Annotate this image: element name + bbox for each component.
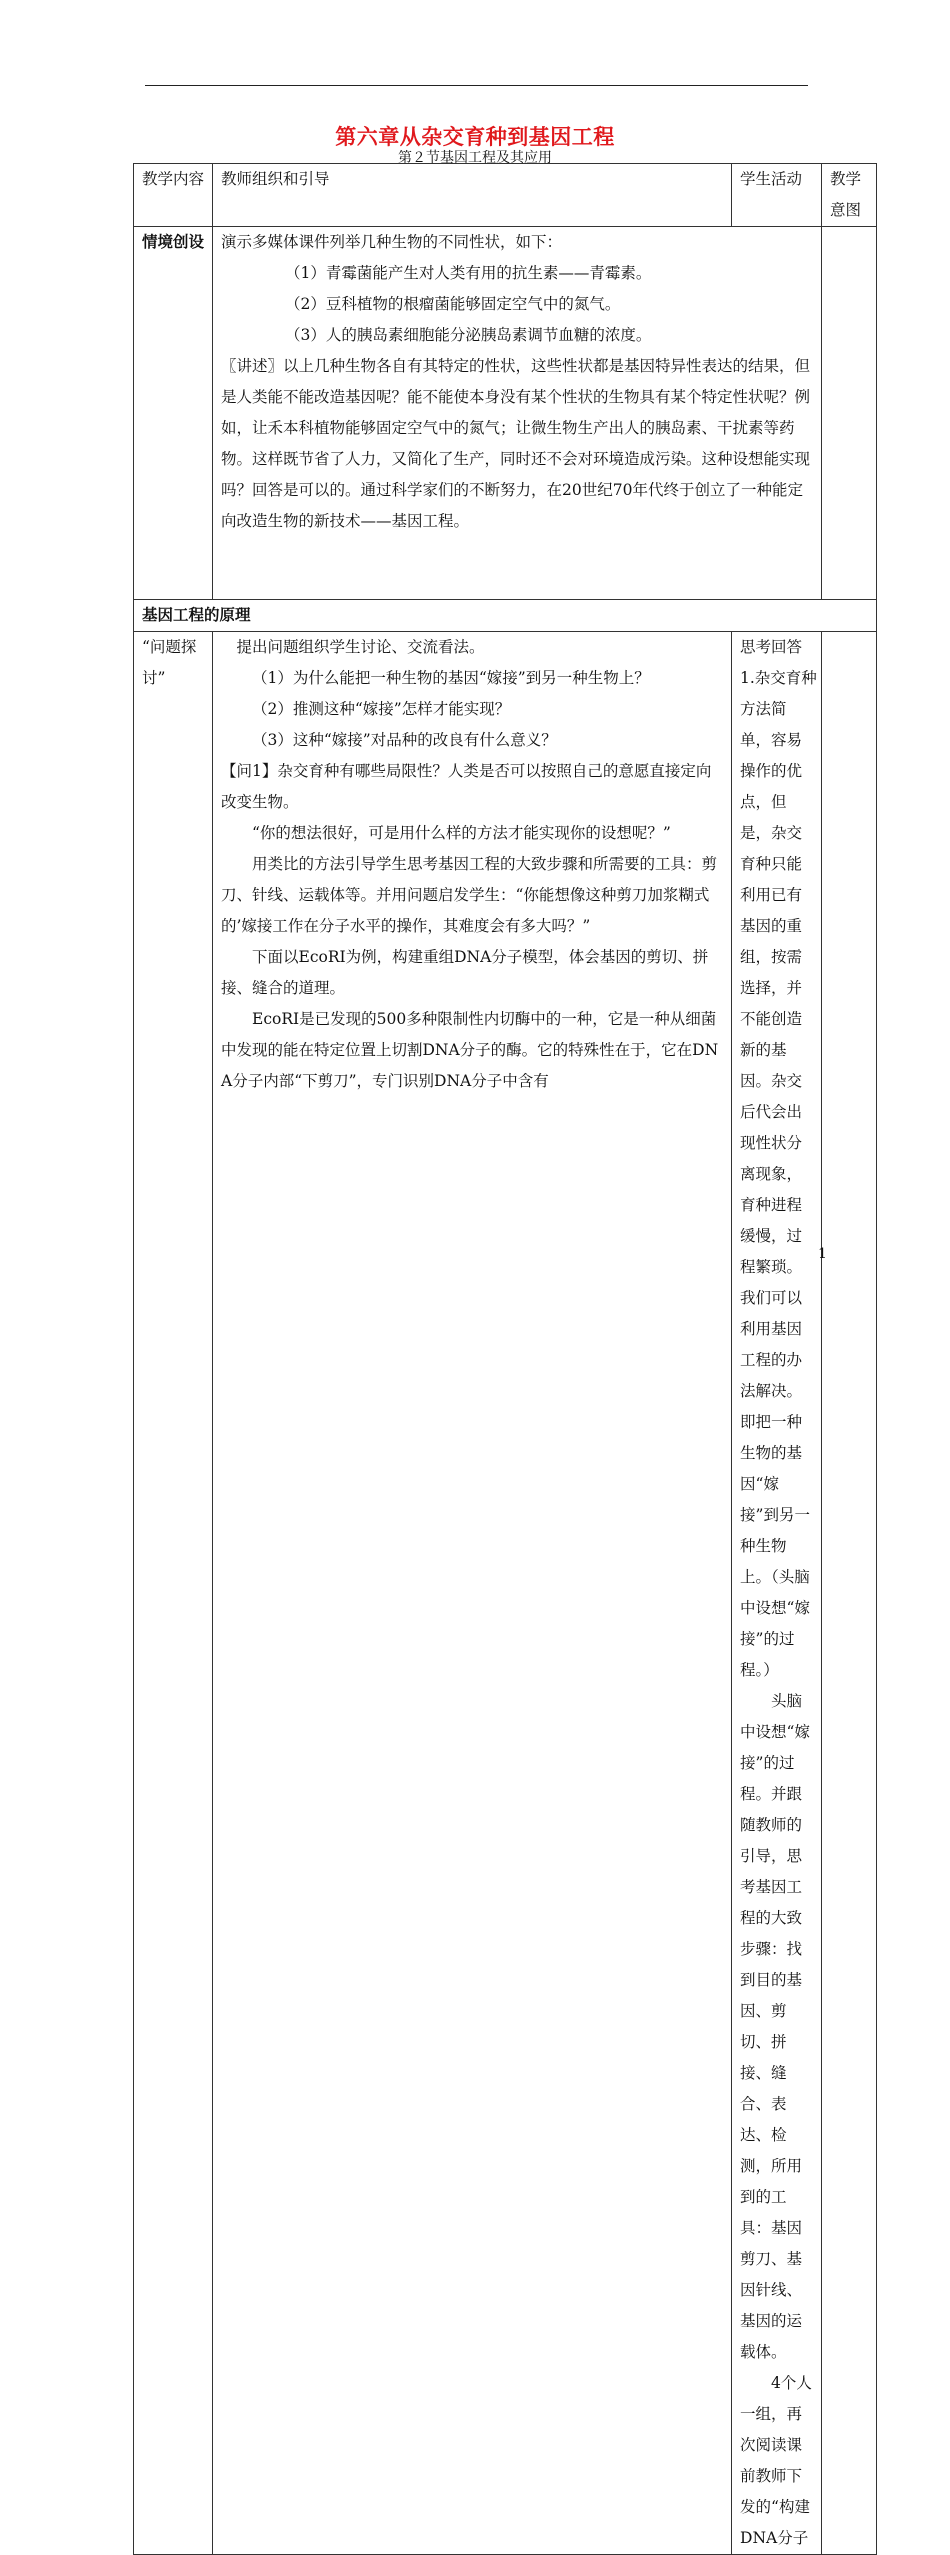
chapter-title: 第六章从杂交育种到基因工程 [335, 125, 615, 149]
teacher-line: EcoRI是已发现的500多种限制性内切酶中的一种，它是一种从细菌中发现的能在特定位置上切割DNA分子的酶。它的特殊性在于，它在DNA分子内部“下剪刀”，专门识别DNA分子中含有 [221, 1010, 719, 1090]
header-intent: 教学意图 [822, 164, 877, 227]
row-principle-heading [134, 600, 877, 632]
scenario-lecture: 〖讲述〗以上几种生物各自有其特定的性状，这些性状都是基因特异性表达的结果，但是人类能不能改造基因呢？能不能使本身没有某个性状的生物具有某个特定性状呢？例如，让禾本科植物能够固定空气中的氮气；让微生物生产出人的胰岛素、干扰素等药物。这样既节省了人力，又简化了生产，同时还不会对环境造成污染。这种设想能实现吗？回答是可以的。通过科学家们的不断努力，在20世纪70年代终于创立了一种能定向改造生物的新技术——基因工程。 [221, 357, 811, 530]
teacher-line: 【问1】杂交育种有哪些局限性？人类是否可以按照自己的意愿直接定向改变生物。 [221, 762, 712, 811]
teacher-line: （2）推测这种“嫁接”怎样才能实现？ [252, 700, 511, 718]
cell-teacher-guidance [213, 632, 732, 2555]
scenario-intro: 演示多媒体课件列举几种生物的不同性状，如下： [221, 233, 563, 251]
student-line: 1.杂交育种方法简单，容易操作的优点，但是，杂交育种只能利用已有基因的重组，按需选择，并不能创造新的基因。杂交后代会出现性状分离现象，育种进程缓慢，过程繁琐。我们可以利用基因工程的办法解决。即把一种生物的基因“嫁接”到另一种生物上。（头脑中设想“嫁接”的过程。） [740, 669, 817, 1679]
teacher-line: （1）为什么能把一种生物的基因“嫁接”到另一种生物上？ [252, 669, 650, 687]
teacher-line: （3）这种“嫁接”对品种的改良有什么意义？ [252, 731, 557, 749]
student-line: 思考回答 [740, 638, 803, 656]
header-teacher: 教师组织和引导 [213, 164, 732, 227]
cell-student-activity [732, 632, 822, 2555]
principle-heading: 基因工程的原理 [134, 600, 877, 632]
teacher-line: 提出问题组织学生讨论、交流看法。 [236, 638, 485, 656]
cell-problem-intent [822, 632, 877, 2555]
row-scenario [134, 227, 877, 600]
header-rule [145, 85, 808, 86]
cell-scenario-intent [822, 227, 877, 600]
scenario-item-2: （2）豆科植物的根瘤菌能够固定空气中的氮气。 [285, 295, 621, 313]
student-line: 头脑中设想“嫁接”的过程。并跟随教师的引导，思考基因工程的大致步骤：找到目的基因、剪切、拼接、缝合、表达、检测，所用到的工具：基因剪刀、基因针线、基因的运载体。 [740, 1692, 810, 2361]
teacher-line: “你的想法很好，可是用什么样的方法才能实现你的设想呢？” [252, 824, 671, 842]
header-student: 学生活动 [732, 164, 822, 227]
scenario-item-1: （1）青霉菌能产生对人类有用的抗生素——青霉素。 [285, 264, 652, 282]
teacher-line: 下面以EcoRI为例，构建重组DNA分子模型，体会基因的剪切、拼接、缝合的道理。 [221, 948, 709, 997]
label-problem-discussion: “问题探讨” [134, 632, 213, 2555]
cell-scenario [213, 227, 822, 600]
lesson-table [133, 163, 877, 2555]
scenario-item-3: （3）人的胰岛素细胞能分泌胰岛素调节血糖的浓度。 [285, 326, 652, 344]
header-content: 教学内容 [134, 164, 213, 227]
row-problem-discussion [134, 632, 877, 2555]
header-row [134, 164, 877, 227]
student-line: 4个人一组，再次阅读课前教师下发的“构建DNA分子 [740, 2374, 812, 2547]
section-subtitle: 第２节基因工程及其应用 [398, 150, 552, 166]
label-scenario: 情境创设 [134, 227, 213, 600]
page-number: 1 [818, 1246, 827, 1262]
teacher-line: 用类比的方法引导学生思考基因工程的大致步骤和所需要的工具：剪刀、针线、运载体等。并用问题启发学生：“你能想像这种剪刀加浆糊式的’嫁接工作在分子水平的操作，其难度会有多大吗？” [221, 855, 718, 935]
